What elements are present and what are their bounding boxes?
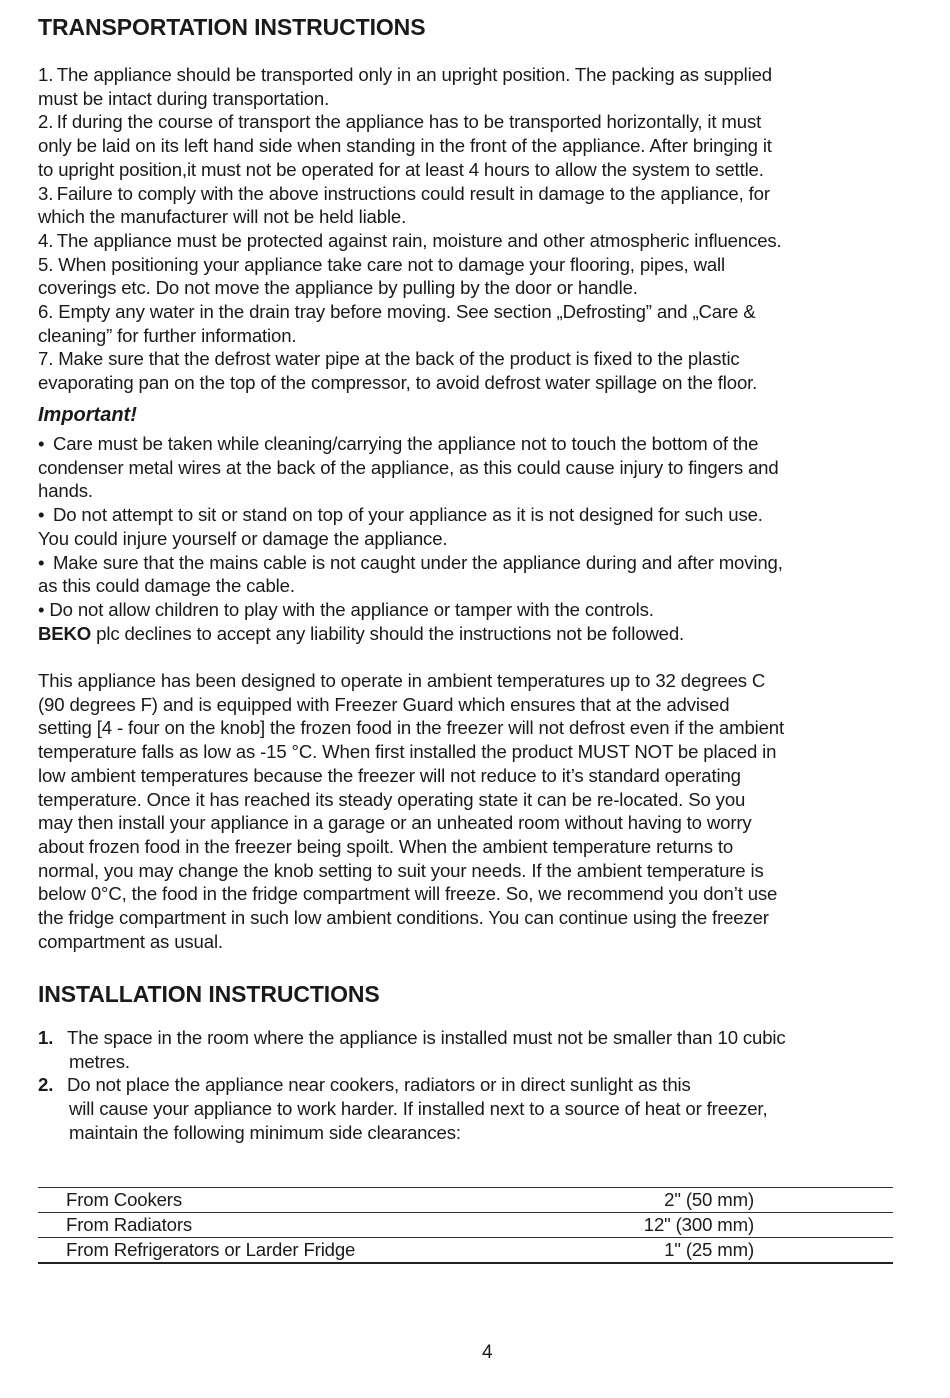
ambient-temperature-note bbox=[38, 669, 910, 953]
text-line: evaporating pan on the top of the compressor, to avoid defrost water spillage on the floor. bbox=[38, 372, 758, 394]
table-row bbox=[38, 1188, 893, 1213]
text-line: about frozen food in the freezer being spoilt. When the ambient temperature returns to bbox=[38, 835, 734, 857]
clearance-label: From Refrigerators or Larder Fridge bbox=[38, 1238, 517, 1264]
text-line: (90 degrees F) and is equipped with Freezer Guard which ensures that at the advised bbox=[38, 693, 730, 715]
brand-name: BEKO bbox=[38, 622, 92, 644]
text-line: below 0°C, the food in the fridge compartment will freeze. So, we recommend you don’t use bbox=[38, 883, 778, 905]
text-line: 3. Failure to comply with the above instructions could result in damage to the appliance, for bbox=[38, 182, 770, 204]
text-line: 6. Empty any water in the drain tray before moving. See section „Defrosting” and „Care & bbox=[38, 301, 756, 323]
item-number: 1. bbox=[38, 1027, 54, 1048]
table-row bbox=[38, 1213, 893, 1238]
text-line: low ambient temperatures because the freezer will not reduce to it’s standard operating bbox=[38, 764, 741, 786]
text-line: may then install your appliance in a garage or an unheated room without having to worry bbox=[38, 812, 752, 834]
text-line: 2. If during the course of transport the appliance has to be transported horizontally, it must bbox=[38, 111, 762, 133]
installation-list bbox=[38, 1026, 910, 1145]
text-line: temperature. Once it has reached its steady operating state it can be re-located. So you bbox=[38, 788, 746, 810]
clearance-label: From Cookers bbox=[38, 1188, 517, 1213]
text-line: The space in the room where the appliance is installed must not be smaller than 10 cubic bbox=[67, 1027, 786, 1048]
text-line: • Do not attempt to sit or stand on top of your appliance as it is not designed for such use. bbox=[38, 504, 763, 526]
text-line: Do not place the appliance near cookers, radiators or in direct sunlight as this bbox=[67, 1074, 691, 1096]
list-item bbox=[38, 1026, 910, 1073]
installation-heading: INSTALLATION INSTRUCTIONS bbox=[38, 981, 380, 1007]
table-row bbox=[38, 1238, 893, 1264]
text-line: normal, you may change the knob setting to suit your needs. If the ambient temperature is bbox=[38, 859, 764, 881]
text-line: • Make sure that the mains cable is not caught under the appliance during and after moving, bbox=[38, 551, 783, 573]
page-number: 4 bbox=[482, 1342, 493, 1363]
text-line: only be laid on its left hand side when standing in the front of the appliance. After bringing it bbox=[38, 135, 772, 157]
text-line: setting [4 - four on the knob] the frozen food in the freezer will not defrost even if the ambient bbox=[38, 717, 785, 739]
text-line: must be intact during transportation. bbox=[38, 87, 330, 109]
text-line: coverings etc. Do not move the appliance by pulling by the door or handle. bbox=[38, 277, 638, 299]
text-line: hands. bbox=[38, 480, 93, 502]
text-line: condenser metal wires at the back of the appliance, as this could cause injury to fingers and bbox=[38, 456, 779, 478]
text-line: • Do not allow children to play with the appliance or tamper with the controls. bbox=[38, 598, 654, 620]
text-line: temperature falls as low as -15 °C. When first installed the product MUST NOT be placed in bbox=[38, 741, 777, 763]
important-heading: Important! bbox=[38, 404, 137, 426]
transport-heading: TRANSPORTATION INSTRUCTIONS bbox=[38, 14, 426, 40]
text-line: 1. The appliance should be transported only in an upright position. The packing as supplied bbox=[38, 64, 772, 85]
clearance-value: 12" (300 mm) bbox=[517, 1213, 893, 1238]
text-line: metres. bbox=[69, 1050, 130, 1072]
text-line: will cause your appliance to work harder. If installed next to a source of heat or freezer, bbox=[69, 1098, 768, 1120]
text-line: maintain the following minimum side clearances: bbox=[69, 1121, 461, 1143]
text-line: to upright position,it must not be operated for at least 4 hours to allow the system to settle. bbox=[38, 158, 764, 180]
text-line: 7. Make sure that the defrost water pipe at the back of the product is fixed to the plastic bbox=[38, 348, 740, 370]
text-line: This appliance has been designed to operate in ambient temperatures up to 32 degrees C bbox=[38, 670, 766, 691]
text-line: • Care must be taken while cleaning/carrying the appliance not to touch the bottom of the bbox=[38, 433, 759, 454]
transport-instructions bbox=[38, 63, 910, 395]
clearance-value: 2" (50 mm) bbox=[517, 1188, 893, 1213]
text-line: cleaning” for further information. bbox=[38, 324, 297, 346]
item-number: 2. bbox=[38, 1074, 54, 1096]
liability-statement bbox=[38, 622, 910, 646]
important-notes bbox=[38, 432, 910, 645]
clearance-table bbox=[38, 1187, 893, 1264]
text-line: which the manufacturer will not be held liable. bbox=[38, 206, 407, 228]
text-line: You could injure yourself or damage the appliance. bbox=[38, 527, 448, 549]
text-line: compartment as usual. bbox=[38, 930, 223, 952]
clearance-value: 1" (25 mm) bbox=[517, 1238, 893, 1264]
clearance-label: From Radiators bbox=[38, 1213, 517, 1238]
list-item bbox=[38, 1073, 910, 1144]
text-line: as this could damage the cable. bbox=[38, 575, 295, 597]
text-line: 5. When positioning your appliance take care not to damage your flooring, pipes, wall bbox=[38, 253, 725, 275]
text-line: the fridge compartment in such low ambient conditions. You can continue using the freezer bbox=[38, 907, 769, 929]
liability-text: plc declines to accept any liability should the instructions not be followed. bbox=[91, 622, 685, 644]
text-line: 4. The appliance must be protected against rain, moisture and other atmospheric influences. bbox=[38, 229, 782, 251]
